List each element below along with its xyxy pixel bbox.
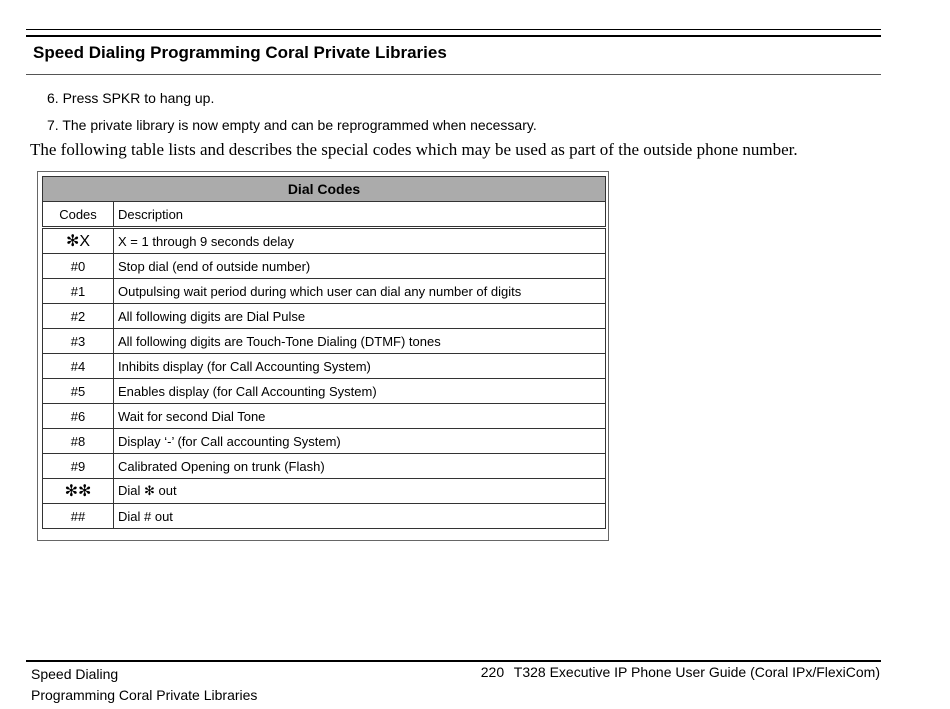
table-row	[43, 304, 606, 329]
description-cell: Dial # out	[114, 504, 606, 529]
table-row	[43, 228, 606, 254]
title-rule	[26, 74, 881, 75]
description-cell: X = 1 through 9 seconds delay	[114, 228, 606, 254]
step-text: Press SPKR to hang up.	[62, 90, 215, 106]
code-cell: #6	[43, 404, 114, 429]
footer-subsection-title: Programming Coral Private Libraries	[31, 687, 258, 703]
code-cell: #2	[43, 304, 114, 329]
code-cell: #0	[43, 254, 114, 279]
footer-rule	[26, 660, 881, 662]
step-text: The private library is now empty and can be reprogrammed when necessary.	[62, 117, 537, 133]
footer-section-title: Speed Dialing	[31, 666, 119, 682]
description-cell: All following digits are Dial Pulse	[114, 304, 606, 329]
footer-guide	[481, 664, 880, 680]
table-row	[43, 429, 606, 454]
table-caption: Dial Codes	[43, 177, 606, 202]
description-cell: Calibrated Opening on trunk (Flash)	[114, 454, 606, 479]
table-row	[43, 454, 606, 479]
guide-title: T328 Executive IP Phone User Guide (Coral IPx/FlexiCom)	[513, 664, 880, 680]
code-cell: #8	[43, 429, 114, 454]
description-cell: Enables display (for Call Accounting System)	[114, 379, 606, 404]
table-row	[43, 254, 606, 279]
description-cell: Wait for second Dial Tone	[114, 404, 606, 429]
description-cell: Display ‘-’ (for Call accounting System)	[114, 429, 606, 454]
description-cell: Dial ✻ out	[114, 479, 606, 504]
header-rule-thick	[26, 35, 881, 37]
step-6	[47, 90, 214, 106]
table-row	[43, 504, 606, 529]
step-number: 6.	[47, 90, 59, 106]
table-row	[43, 329, 606, 354]
table-row	[43, 379, 606, 404]
table-row	[43, 404, 606, 429]
code-cell: #5	[43, 379, 114, 404]
step-7	[47, 117, 537, 133]
description-cell: Inhibits display (for Call Accounting System)	[114, 354, 606, 379]
description-cell: Stop dial (end of outside number)	[114, 254, 606, 279]
code-cell: #1	[43, 279, 114, 304]
dial-codes-table	[42, 176, 606, 529]
description-cell: Outpulsing wait period during which user can dial any number of digits	[114, 279, 606, 304]
table-row	[43, 279, 606, 304]
code-cell: ##	[43, 504, 114, 529]
column-header-description: Description	[114, 202, 606, 228]
footer-section	[31, 664, 257, 706]
code-cell: ✻✻	[43, 479, 114, 504]
code-cell: #9	[43, 454, 114, 479]
code-cell: ✻X	[43, 228, 114, 254]
intro-paragraph: The following table lists and describes the special codes which may be used as part of the outside phone number.	[30, 140, 798, 159]
page-number: 220	[480, 664, 505, 680]
column-header-codes: Codes	[43, 202, 114, 228]
header-rule-thin	[26, 29, 881, 30]
description-cell: All following digits are Touch-Tone Dialing (DTMF) tones	[114, 329, 606, 354]
step-number: 7.	[47, 117, 59, 133]
code-cell: #3	[43, 329, 114, 354]
code-cell: #4	[43, 354, 114, 379]
page-title: Speed Dialing Programming Coral Private Libraries	[33, 43, 447, 62]
table-row	[43, 479, 606, 504]
table-header-row	[43, 202, 606, 228]
table-row	[43, 354, 606, 379]
